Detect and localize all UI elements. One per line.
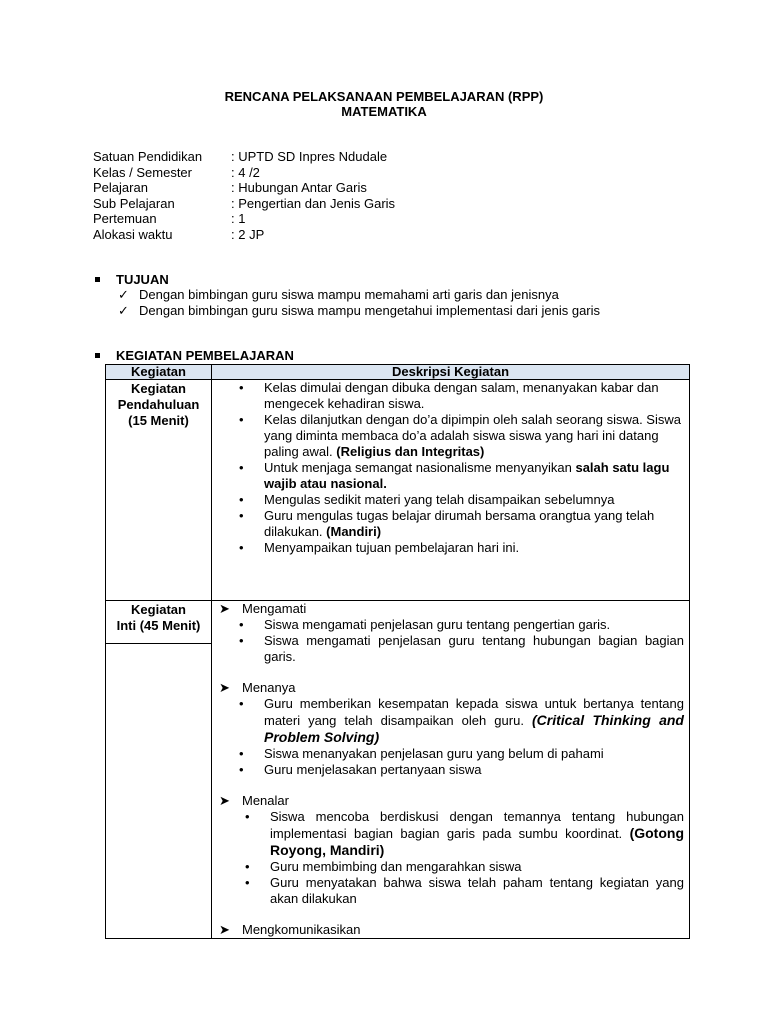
meta-row-sub-pelajaran: [93, 196, 395, 212]
item-text: Siswa menanyakan penjelasan guru yang belum di pahami: [264, 746, 604, 761]
list-item: [212, 508, 684, 540]
list-item: [212, 540, 684, 556]
meta-row-satuan: [93, 149, 395, 165]
meta-row-pertemuan: [93, 211, 395, 227]
meta-label: Pertemuan: [93, 211, 157, 226]
phase-title: Mengamati: [242, 601, 307, 616]
meta-value: : 1: [231, 211, 246, 226]
goal-text: Dengan bimbingan guru siswa mampu memahami arti garis dan jenisnya: [139, 287, 559, 302]
inti-label: [106, 601, 212, 939]
item-text: Guru memberikan kesempatan kepada siswa untuk bertanya tentang materi yang telah disampaikan oleh guru.: [264, 696, 684, 728]
label-line: Kegiatan: [131, 602, 186, 617]
item-text: Kelas dilanjutkan dengan do’a dipimpin oleh salah seorang siswa. Siswa yang diminta membaca do’a adalah siswa siswa yang hari ini datang paling awal.: [264, 412, 681, 459]
phase-menalar: [212, 793, 684, 809]
meta-row-pelajaran: [93, 180, 395, 196]
pendahuluan-list: [212, 380, 684, 556]
list-item: [118, 287, 600, 303]
list-item: [212, 859, 684, 875]
meta-value: : UPTD SD Inpres Ndudale: [231, 149, 388, 164]
table-row: [106, 380, 690, 601]
item-text: Siswa mengamati penjelasan guru tentang hubungan bagian bagian garis.: [264, 633, 684, 664]
item-text: Guru mengulas tugas belajar dirumah bersama orangtua yang telah dilakukan.: [264, 508, 655, 539]
checkmark-icon: ✓: [118, 287, 129, 302]
table-row: [106, 601, 690, 939]
item-text: Siswa mengamati penjelasan guru tentang pengertian garis.: [264, 617, 611, 632]
phase-mengkomunikasikan: [212, 922, 684, 938]
list-item: [212, 617, 684, 633]
list-item: [212, 633, 684, 665]
list-item: [118, 303, 600, 319]
list-item: [212, 412, 684, 460]
menalar-list: [212, 809, 684, 907]
label-line: Inti (45 Menit): [116, 618, 201, 633]
phase-title: Menanya: [242, 680, 296, 695]
pendahuluan-description: [212, 380, 690, 601]
cell-divider: [105, 643, 212, 644]
list-item: [212, 762, 684, 778]
phase-mengamati: [212, 601, 684, 617]
square-bullet-icon: [95, 353, 100, 358]
meta-label: Satuan Pendidikan: [93, 149, 203, 164]
arrow-bullet-icon: ➤: [219, 922, 230, 937]
item-text: Kelas dimulai dengan dibuka dengan salam, menanyakan kabar dan mengecek kehadiran siswa.: [264, 380, 659, 411]
column-header-kegiatan: Kegiatan: [106, 365, 212, 380]
list-item: [212, 380, 684, 412]
menanya-list: [212, 696, 684, 778]
goal-text: Dengan bimbingan guru siswa mampu mengetahui implementasi dari jenis garis: [139, 302, 601, 318]
label-line: Kegiatan: [131, 381, 186, 396]
document-subtitle: MATEMATIKA: [341, 104, 427, 119]
arrow-bullet-icon: ➤: [219, 793, 230, 808]
phase-title: Mengkomunikasikan: [242, 922, 361, 937]
meta-label: Alokasi waktu: [93, 226, 173, 242]
meta-value: : 2 JP: [231, 226, 265, 242]
tujuan-list: [118, 287, 600, 318]
value-tag: (Mandiri): [326, 524, 382, 539]
arrow-bullet-icon: ➤: [219, 601, 230, 616]
inti-description: [212, 601, 690, 939]
meta-label: Sub Pelajaran: [93, 195, 175, 211]
mengamati-list: [212, 617, 684, 665]
document-title: RENCANA PELAKSANAAN PEMBELAJARAN (RPP): [224, 89, 544, 104]
list-item: [212, 460, 684, 492]
item-text: Menyampaikan tujuan pembelajaran hari ini.: [264, 540, 520, 555]
list-item: [212, 492, 684, 508]
meta-value: : Pengertian dan Jenis Garis: [231, 195, 396, 211]
item-text: Guru membimbing dan mengarahkan siswa: [270, 859, 522, 874]
item-bold-text: salah satu lagu wajib atau nasional.: [264, 460, 670, 491]
kegiatan-table: [105, 364, 690, 939]
pendahuluan-label: [106, 380, 212, 601]
meta-value: : 4 /2: [231, 164, 260, 180]
list-item: [212, 746, 684, 762]
column-header-deskripsi: Deskripsi Kegiatan: [212, 365, 690, 380]
meta-label: Pelajaran: [93, 180, 148, 195]
item-text: Siswa mencoba berdiskusi dengan temannya tentang hubungan implementasi bagian bagian garis pada sumbu koordinat.: [270, 809, 684, 841]
item-text: Mengulas sedikit materi yang telah disampaikan sebelumnya: [264, 492, 615, 507]
value-tag: (Critical Thinking and Problem Solving): [264, 712, 684, 745]
tujuan-heading-text: TUJUAN: [116, 272, 169, 287]
tujuan-heading: [95, 272, 169, 287]
square-bullet-icon: [95, 277, 100, 282]
table-header-row: [106, 365, 690, 380]
meta-row-kelas: [93, 165, 395, 181]
arrow-bullet-icon: ➤: [219, 680, 230, 695]
meta-value: : Hubungan Antar Garis: [231, 180, 367, 195]
item-text: Guru menjelasakan pertanyaan siswa: [264, 762, 482, 777]
list-item: [212, 696, 684, 746]
meta-label: Kelas / Semester: [93, 164, 192, 180]
item-text: Untuk menjaga semangat nasionalisme menyanyikan: [264, 460, 572, 475]
meta-row-alokasi: [93, 227, 395, 243]
phase-title: Menalar: [242, 793, 289, 808]
label-line: Pendahuluan: [117, 397, 200, 412]
list-item: [212, 875, 684, 907]
value-tag: (Religius dan Integritas): [336, 444, 485, 459]
identity-block: [93, 149, 395, 242]
list-item: [212, 809, 684, 859]
kegiatan-heading: [95, 348, 294, 363]
item-text: Guru menyatakan bahwa siswa telah paham tentang kegiatan yang akan dilakukan: [270, 875, 684, 906]
value-tag: (Gotong Royong, Mandiri): [270, 825, 684, 858]
checkmark-icon: ✓: [118, 302, 129, 318]
label-line: (15 Menit): [128, 413, 189, 428]
kegiatan-heading-text: KEGIATAN PEMBELAJARAN: [116, 348, 294, 363]
phase-menanya: [212, 680, 684, 696]
